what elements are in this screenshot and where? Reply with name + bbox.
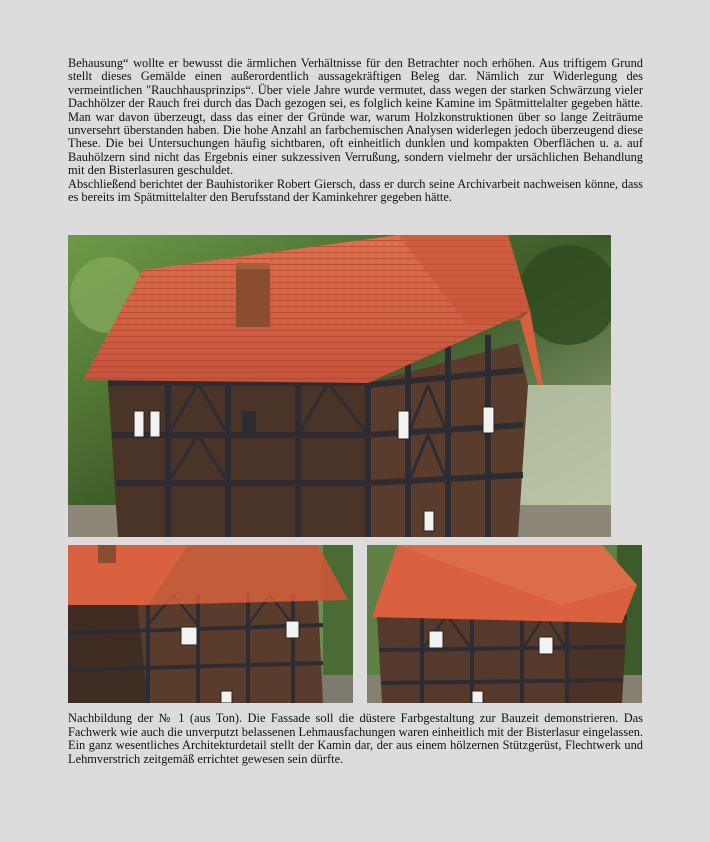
model-house-photo-right bbox=[367, 545, 642, 703]
paragraph: Behausung“ wollte er bewusst die ärmlichen Verhältnisse für den Betrachter noch erhöhen. Aus triftigem Grund stellt dieses Gemälde einen außerordentlich aussagekräftigen Beleg dar. Nämlich zur Widerlegung des vermeintlichen "Rauchhausprinzips“. Über viele Jahre wurde vermutet, dass wegen der starken Schwärzung vieler Dachhölzer der Rauch frei durch das Dach gezogen sei, es folglich keine Kamine im Spätmittelalter gegeben hätte. Man war davon überzeugt, dass das einer der Gründe war, warum Holzkonstruktionen über so lange Zeiträume unversehrt überstanden haben. Die hohe Anzahl an farbchemischen Analysen widerlegen jedoch überzeugend diese These. Die bei Untersuchungen häufig sichtbaren, oft einheitlich dunklen und kompakten Oberflächen u. a. auf Bauhölzern sind nicht das Ergebnis einer sukzessiven Verrußung, sondern vielmehr der ursächlichen Behandlung mit den Bisterlasuren geschuldet. bbox=[68, 56, 643, 178]
model-house-photo-left bbox=[68, 545, 353, 703]
paragraph: Abschließend berichtet der Bauhistoriker Robert Giersch, dass er durch seine Archivarbeit nachweisen könne, dass es bereits im Spätmittelalter den Berufsstand der Kaminkehrer gegeben hätte. bbox=[68, 176, 643, 205]
body-text bbox=[68, 57, 643, 204]
model-house-photo-main bbox=[68, 235, 611, 537]
figure-caption: Nachbildung der № 1 (aus Ton). Die Fassade soll die düstere Farbgestaltung zur Bauzeit demonstrieren. Das Fachwerk wie auch die unverputzt belassenen Lehmausfachungen waren einheitlich mit der Bisterlasur eingelassen. Ein ganz wesentliches Architekturdetail stellt der Kamin dar, der aus einem hölzernen Stützgerüst, Flechtwerk und Lehmverstrich zeitgemäß errichtet gewesen sein dürfte. bbox=[68, 711, 643, 766]
